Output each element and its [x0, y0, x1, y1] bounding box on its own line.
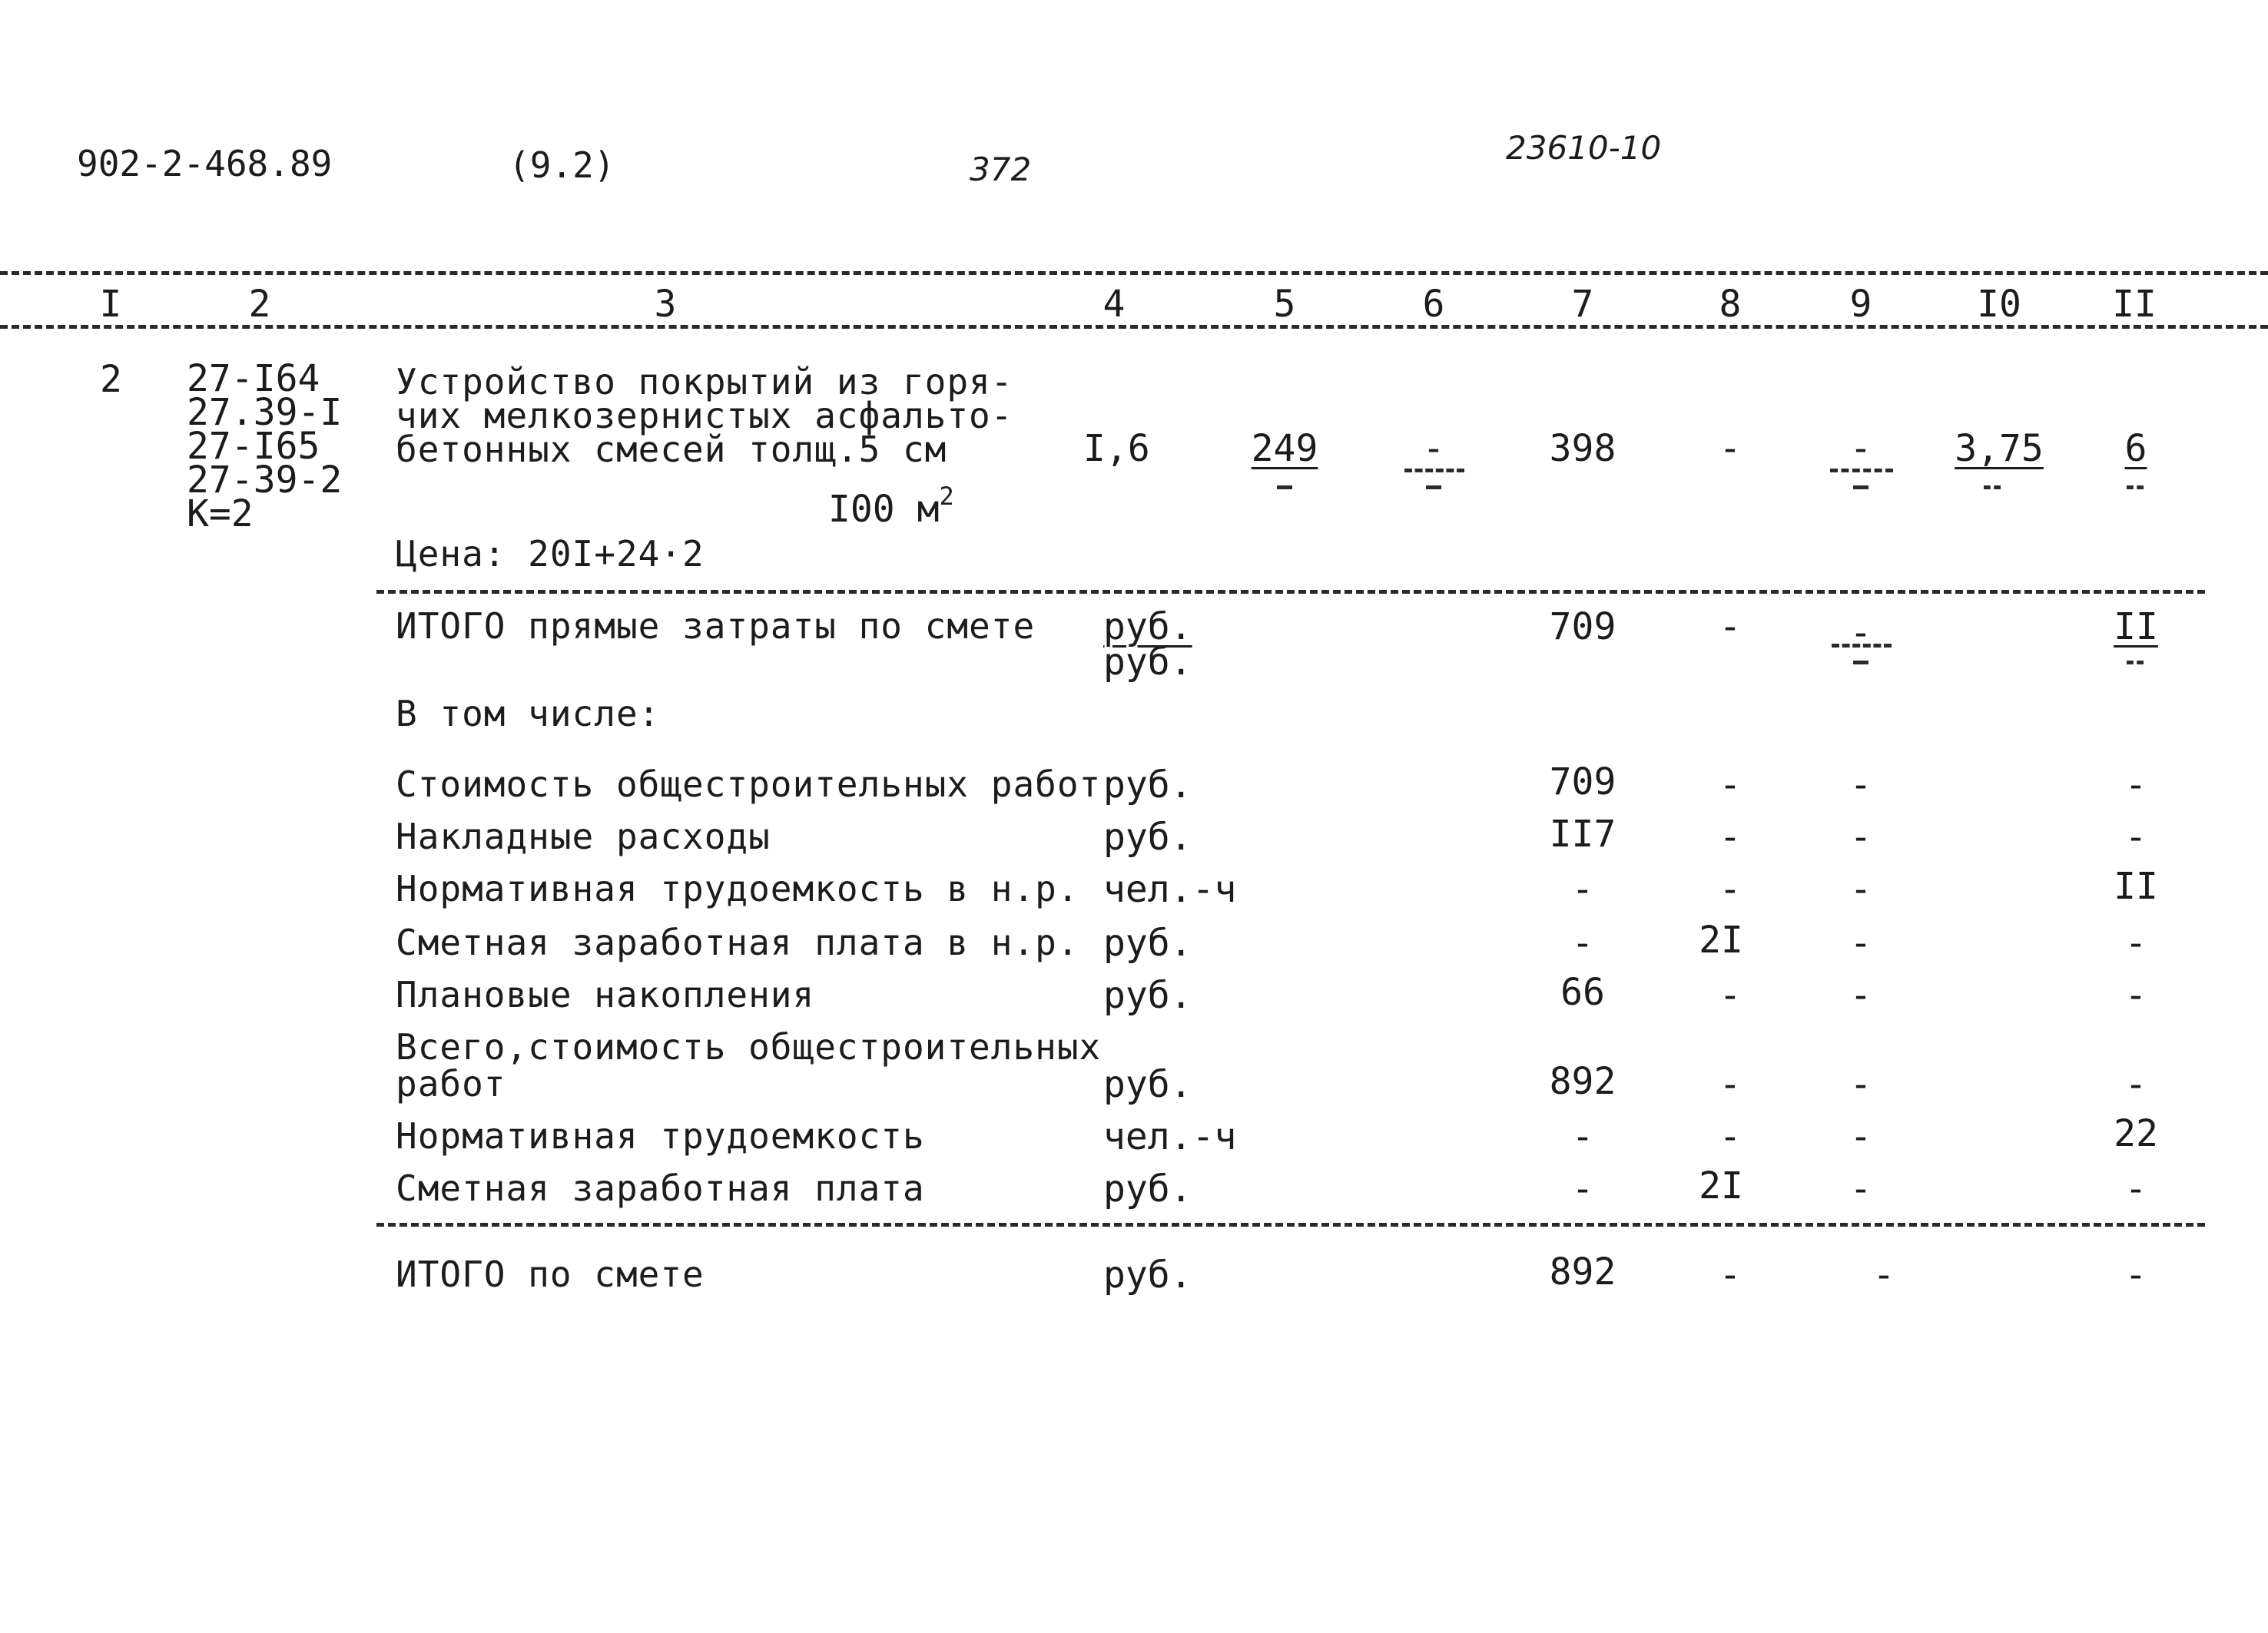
breakdown-col8: - [1719, 816, 1742, 859]
breakdown-col9: - [1849, 974, 1872, 1017]
breakdown-col9: - [1849, 764, 1872, 807]
breakdown-col8: - [1719, 868, 1742, 911]
direct-costs-label: ИТОГО прямые затраты по смете [396, 605, 1036, 647]
breakdown-col8: 2I [1699, 1164, 1743, 1207]
subtotal-rule [376, 590, 2205, 594]
column-header: 3 [654, 283, 677, 326]
grand-total-col9: - [1872, 1254, 1895, 1297]
col5-denominator-dash [1277, 485, 1292, 489]
document-code: 902-2-468.89 [77, 143, 333, 184]
column-header: I [99, 283, 122, 326]
breakdown-col8: - [1719, 1115, 1742, 1158]
breakdown-unit: руб. [1103, 1063, 1192, 1106]
item-description-line: Устройство покрытий из горя- [396, 361, 1013, 402]
breakdown-col11: II [2114, 865, 2158, 908]
breakdown-col7: - [1571, 868, 1594, 911]
breakdown-col7: II7 [1549, 813, 1616, 856]
col6-fraction-bar [1404, 469, 1464, 472]
breakdown-col7: - [1571, 922, 1594, 965]
breakdown-col7: 66 [1560, 971, 1605, 1014]
breakdown-col8: - [1719, 764, 1742, 807]
breakdown-label: Сметная заработная плата в н.р. [396, 922, 1079, 963]
grand-total-unit: руб. [1103, 1254, 1192, 1297]
breakdown-col11: - [2124, 1168, 2147, 1211]
direct-col9-denominator-dash [1853, 661, 1868, 664]
item-col9-value: - [1849, 427, 1872, 470]
breakdown-label: Всего,стоимость общестроительных [396, 1026, 1102, 1068]
breakdown-col8: - [1719, 1063, 1742, 1106]
breakdown-unit: руб. [1103, 764, 1192, 807]
breakdown-unit: руб. [1103, 922, 1192, 965]
page-number: 372 [970, 151, 1032, 188]
breakdown-label: Сметная заработная плата [396, 1168, 925, 1209]
breakdown-col9: - [1849, 922, 1872, 965]
grand-total-col8: - [1719, 1254, 1742, 1297]
item-description-line: бетонных смесей толщ.5 см [396, 429, 947, 470]
direct-costs-unit-top: руб. [1103, 605, 1192, 648]
item-col11-value: 6 [2124, 427, 2147, 470]
breakdown-col9: - [1849, 1063, 1872, 1106]
column-header: II [2112, 283, 2157, 326]
breakdown-col9: - [1849, 816, 1872, 859]
item-code: 27.39-I [187, 391, 343, 434]
grand-total-label: ИТОГО по смете [396, 1254, 705, 1295]
breakdown-label: Нормативная трудоемкость [396, 1115, 925, 1157]
breakdown-col7: - [1571, 1168, 1594, 1211]
column-header: I0 [1977, 283, 2021, 326]
item-col6-value: - [1422, 427, 1445, 470]
column-header-rule [0, 325, 2268, 329]
breakdown-col11: - [2124, 764, 2147, 807]
item-quantity: I,6 [1083, 427, 1150, 470]
column-header: 8 [1719, 283, 1742, 326]
item-number: 2 [100, 358, 122, 401]
breakdown-unit: руб. [1103, 1168, 1192, 1211]
breakdown-label: Накладные расходы [396, 816, 771, 857]
grand-total-col11: - [2124, 1254, 2147, 1297]
breakdown-col8: - [1719, 974, 1742, 1017]
col6-denominator-dash [1426, 485, 1441, 489]
breakdown-col7: - [1571, 1115, 1594, 1158]
item-code: 27-I64 [187, 357, 320, 400]
col9-denominator-dash [1853, 485, 1868, 489]
column-header: 7 [1571, 283, 1594, 326]
direct-col9-fraction-bar [1832, 644, 1892, 648]
total-rule [376, 1223, 2205, 1227]
breakdown-col11: - [2124, 816, 2147, 859]
table-top-rule [0, 271, 2268, 275]
item-unit-main: I00 м [828, 488, 940, 531]
section-number: (9.2) [509, 144, 615, 186]
item-col8-value: - [1719, 427, 1742, 470]
breakdown-col9: - [1849, 1168, 1872, 1211]
breakdown-col9: - [1849, 868, 1872, 911]
col9-fraction-bar [1830, 469, 1893, 472]
breakdown-col9: - [1849, 1115, 1872, 1158]
breakdown-unit: чел.-ч [1103, 1115, 1237, 1158]
item-col7-value: 398 [1549, 427, 1616, 470]
column-header: 2 [248, 283, 271, 326]
breakdown-col11: 22 [2114, 1112, 2158, 1155]
column-header: 5 [1273, 283, 1296, 326]
item-unit [828, 482, 954, 531]
item-col10-value: 3,75 [1955, 427, 2044, 470]
breakdown-col11: - [2124, 922, 2147, 965]
breakdown-unit: руб. [1103, 974, 1192, 1017]
breakdown-label-continued: работ [396, 1063, 506, 1105]
column-header: 9 [1849, 283, 1872, 326]
item-code: 27-I65 [187, 425, 320, 468]
breakdown-label: Нормативная трудоемкость в н.р. [396, 868, 1079, 909]
direct-costs-col8: - [1719, 605, 1742, 648]
direct-costs-col9: - [1849, 611, 1872, 654]
grand-total-col7: 892 [1549, 1250, 1616, 1293]
breakdown-label: Стоимость общестроительных работ [396, 764, 1102, 805]
item-code: 27-39-2 [187, 459, 343, 502]
column-header: 4 [1102, 283, 1126, 326]
direct-costs-col7: 709 [1549, 605, 1616, 648]
direct-costs-col11: II [2114, 605, 2158, 648]
breakdown-col11: - [2124, 1063, 2147, 1106]
breakdown-col7: 709 [1549, 760, 1616, 803]
item-unit-power: 2 [939, 482, 954, 511]
item-code: K=2 [187, 492, 254, 535]
item-description-line: чих мелкозернистых асфальто- [396, 395, 1013, 436]
breakdown-unit: чел.-ч [1103, 868, 1237, 911]
breakdown-col11: - [2124, 974, 2147, 1017]
breakdown-label: Плановые накопления [396, 974, 815, 1015]
direct-col11-denominator-dash [2127, 661, 2144, 664]
breakdown-col7: 892 [1549, 1060, 1616, 1103]
item-price-formula: Цена: 20I+24·2 [396, 533, 705, 575]
including-label: В том числе: [396, 693, 661, 734]
breakdown-col8: 2I [1699, 919, 1743, 962]
direct-costs-unit-bottom: руб. [1103, 641, 1192, 684]
column-header: 6 [1422, 283, 1445, 326]
col11-denominator-dash [2127, 485, 2144, 489]
archive-stamp: 23610-10 [1506, 129, 1662, 167]
item-col5-value: 249 [1251, 427, 1318, 470]
breakdown-unit: руб. [1103, 816, 1192, 859]
col10-denominator-dash [1984, 485, 2001, 489]
